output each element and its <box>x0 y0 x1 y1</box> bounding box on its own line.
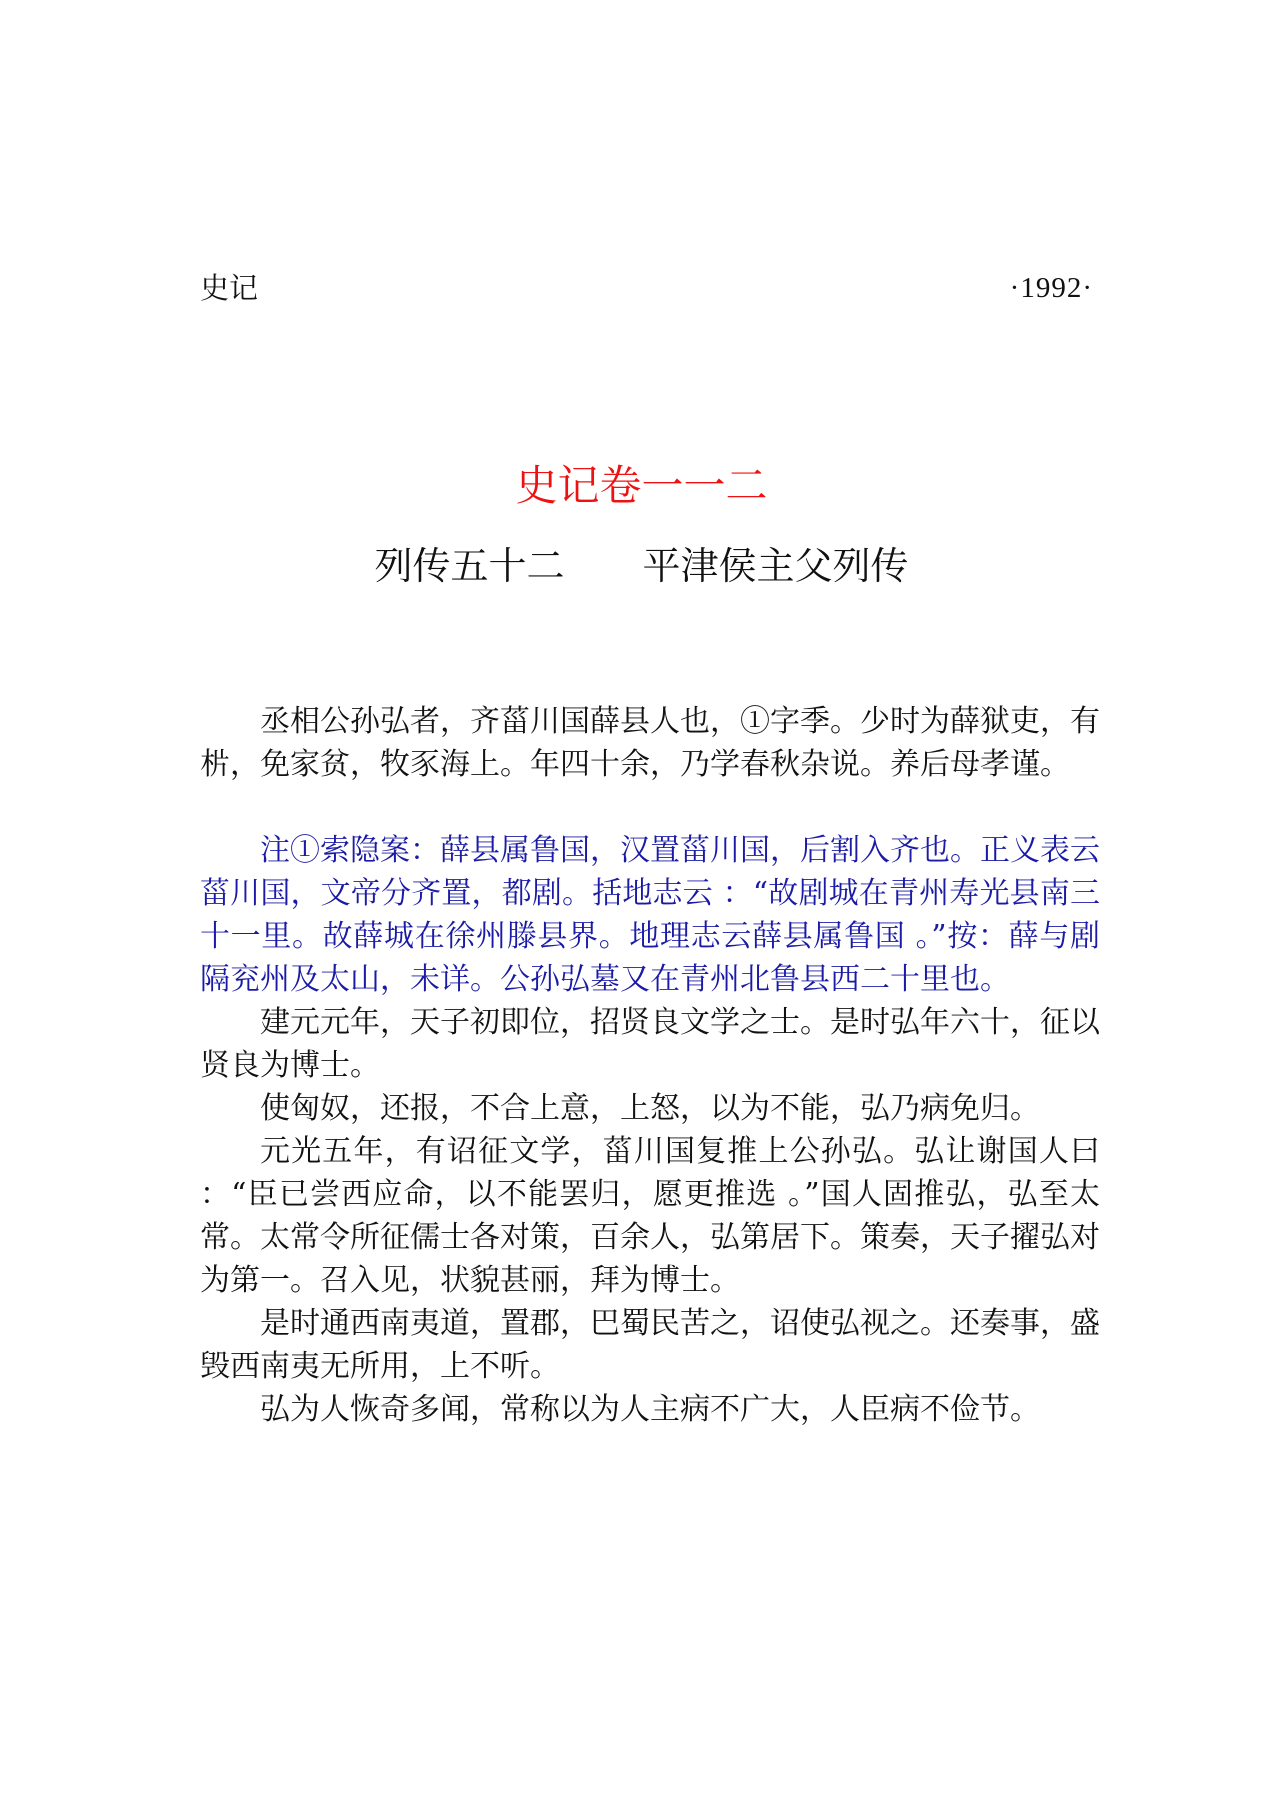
body-text <box>200 700 1100 1431</box>
paragraph: 弘为人恢奇多闻，常称以为人主病不广大，人臣病不俭节。 <box>260 1392 1040 1427</box>
paragraph: 使匈奴，还报，不合上意，上怒，以为不能，弘乃病免归。 <box>260 1091 1040 1126</box>
paragraph: 丞相公孙弘者，齐菑川国薛县人也，①字季。少时为薛狱吏，有㭊，免家贫，牧豕海上。年四十余，乃学春秋杂说。养后母孝谨。 <box>200 704 1100 782</box>
paragraph: 元光五年，有诏征文学，菑川国复推上公孙弘。弘让谢国人曰 ：“臣已尝西应命，以不能罢归，愿更推选 。”国人固推弘，弘至太常。太常令所征儒士各对策，百余人，弘第居下。策奏，天子擢弘对为第一。召入见，状貌甚丽，拜为博士。 <box>200 1134 1100 1298</box>
chapter-number: 列传五十二 <box>374 544 565 588</box>
volume-title: 史记卷一一二 <box>515 461 768 510</box>
paragraph: 是时通西南夷道，置郡，巴蜀民苦之，诏使弘视之。还奏事，盛毁西南夷无所用，上不听。 <box>200 1306 1100 1384</box>
page-number: ·1992· <box>1009 272 1093 304</box>
annotation-note: 注①索隐案：薛县属鲁国，汉置菑川国，后割入齐也。正义表云菑川国，文帝分齐置，都剧。括地志云 ：“故剧城在青州寿光县南三十一里。故薛城在徐州滕县界。地理志云薛县属鲁国 。”按：薛与剧隔兖州及太山，未详。公孙弘墓又在青州北鲁县西二十里也。 <box>200 833 1100 997</box>
chapter-name: 平津侯主父列传 <box>642 544 909 588</box>
book-title: 史记 <box>200 271 259 305</box>
paragraph: 建元元年，天子初即位，招贤良文学之士。是时弘年六十，征以贤良为博士。 <box>200 1005 1100 1083</box>
running-header <box>200 268 1093 308</box>
chapter-title <box>0 540 1283 592</box>
